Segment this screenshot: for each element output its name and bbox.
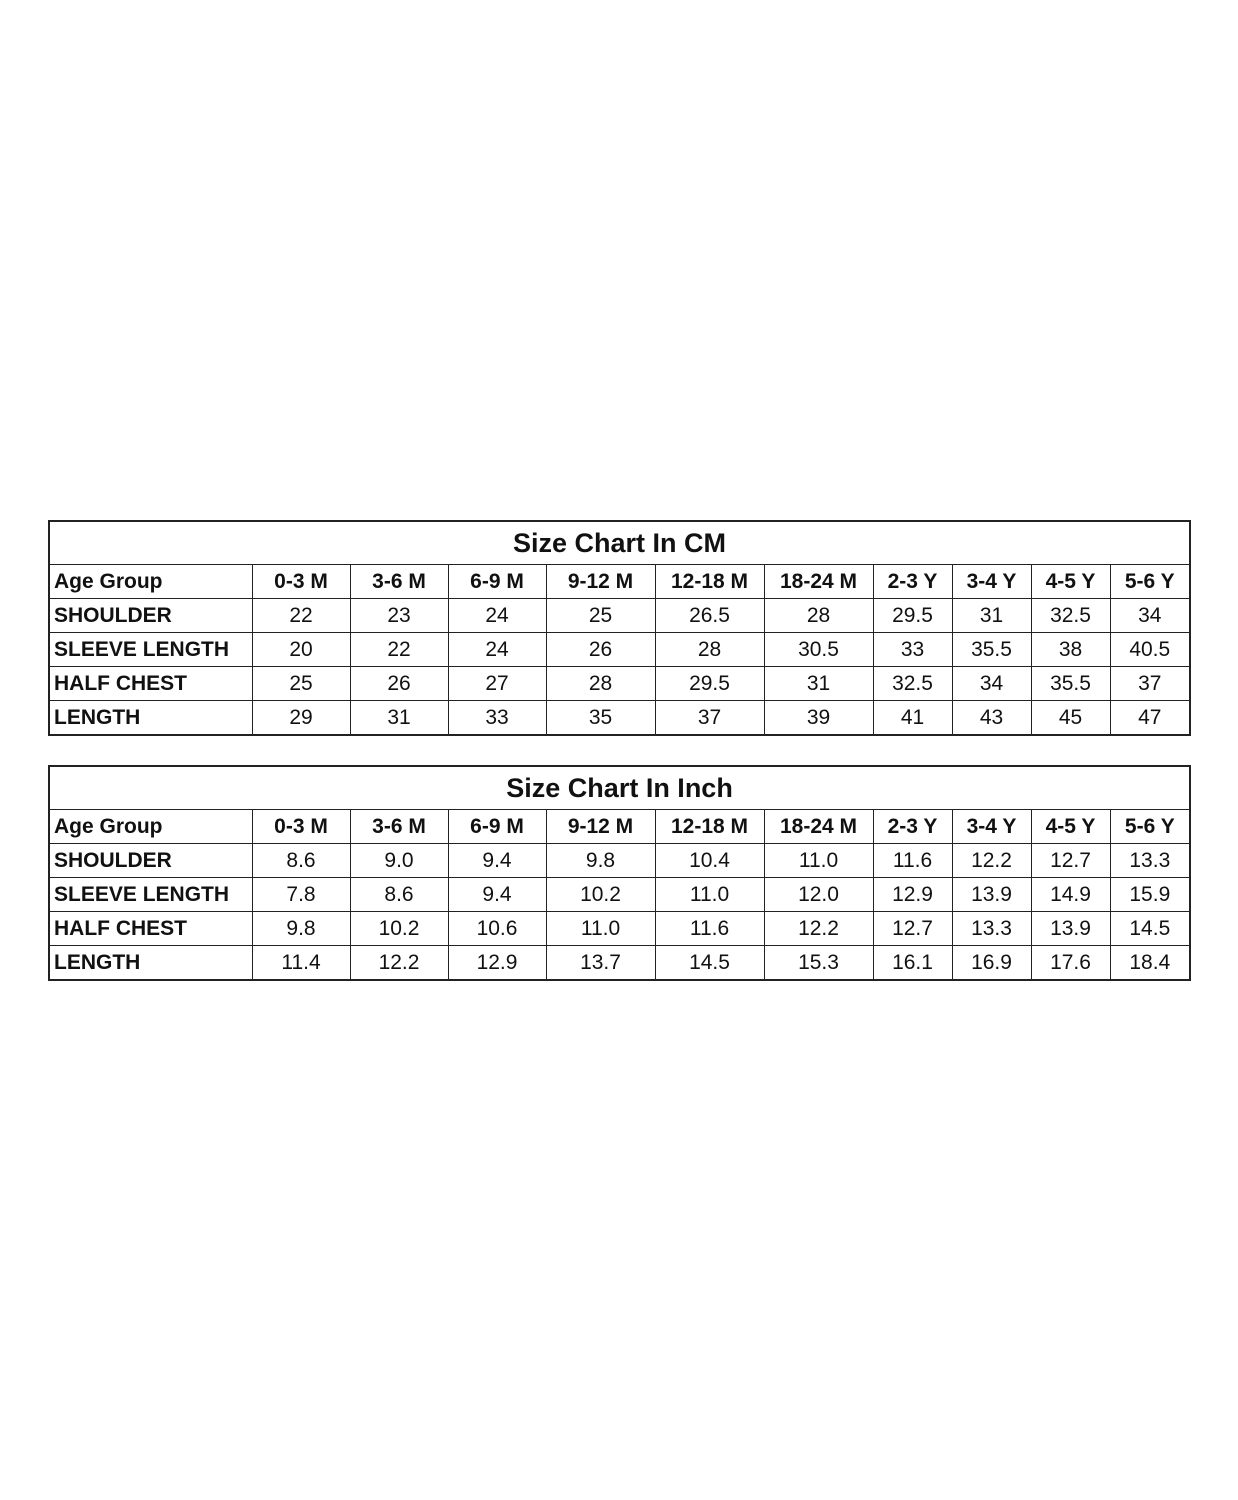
table-cell: 26 (546, 633, 655, 667)
table-title: Size Chart In Inch (49, 766, 1190, 810)
table-cell: 10.2 (350, 912, 448, 946)
table-cell: 45 (1031, 701, 1110, 736)
table-cell: 15.3 (764, 946, 873, 981)
table-cell: 39 (764, 701, 873, 736)
column-header: 4-5 Y (1031, 810, 1110, 844)
table-cell: 26.5 (655, 599, 764, 633)
table-cell: 47 (1110, 701, 1190, 736)
row-header-label: Age Group (49, 810, 252, 844)
table-cell: 22 (252, 599, 350, 633)
table-cell: 29 (252, 701, 350, 736)
table-cell: 10.6 (448, 912, 546, 946)
table-cell: 12.9 (448, 946, 546, 981)
table-cell: 41 (873, 701, 952, 736)
column-header: 3-6 M (350, 565, 448, 599)
table-cell: 16.1 (873, 946, 952, 981)
table-cell: 9.8 (546, 844, 655, 878)
table-cell: 32.5 (873, 667, 952, 701)
table-header-row (49, 810, 1190, 844)
table-cell: 17.6 (1031, 946, 1110, 981)
table-row (49, 701, 1190, 736)
table-cell: 12.9 (873, 878, 952, 912)
table-cell: 18.4 (1110, 946, 1190, 981)
table-cell: 31 (350, 701, 448, 736)
column-header: 5-6 Y (1110, 810, 1190, 844)
column-header: 5-6 Y (1110, 565, 1190, 599)
table-cell: 24 (448, 633, 546, 667)
table-cell: 26 (350, 667, 448, 701)
table-cell: 11.4 (252, 946, 350, 981)
table-cell: 25 (252, 667, 350, 701)
table-row (49, 633, 1190, 667)
table-row (49, 599, 1190, 633)
table-cell: 9.0 (350, 844, 448, 878)
table-cell: 14.5 (1110, 912, 1190, 946)
table-header-row (49, 565, 1190, 599)
row-label: SHOULDER (49, 599, 252, 633)
table-cell: 8.6 (252, 844, 350, 878)
row-label: LENGTH (49, 946, 252, 981)
table-cell: 33 (873, 633, 952, 667)
table-cell: 31 (764, 667, 873, 701)
column-header: 2-3 Y (873, 565, 952, 599)
table-cell: 13.9 (1031, 912, 1110, 946)
table-row (49, 667, 1190, 701)
table-cell: 15.9 (1110, 878, 1190, 912)
table-cell: 22 (350, 633, 448, 667)
table-cell: 14.5 (655, 946, 764, 981)
table-cell: 12.0 (764, 878, 873, 912)
column-header: 18-24 M (764, 565, 873, 599)
table-cell: 24 (448, 599, 546, 633)
column-header: 9-12 M (546, 565, 655, 599)
table-cell: 13.3 (952, 912, 1031, 946)
table-cell: 11.0 (764, 844, 873, 878)
table-cell: 33 (448, 701, 546, 736)
table-cell: 31 (952, 599, 1031, 633)
table-cell: 11.0 (546, 912, 655, 946)
column-header: 12-18 M (655, 810, 764, 844)
table-cell: 10.4 (655, 844, 764, 878)
table-cell: 20 (252, 633, 350, 667)
table-cell: 11.6 (873, 844, 952, 878)
column-header: 6-9 M (448, 810, 546, 844)
table-cell: 7.8 (252, 878, 350, 912)
table-cell: 34 (952, 667, 1031, 701)
table-row (49, 946, 1190, 981)
table-cell: 13.3 (1110, 844, 1190, 878)
column-header: 6-9 M (448, 565, 546, 599)
column-header: 3-4 Y (952, 810, 1031, 844)
table-cell: 37 (655, 701, 764, 736)
table-cell: 12.7 (1031, 844, 1110, 878)
table-cell: 29.5 (873, 599, 952, 633)
table-cell: 9.8 (252, 912, 350, 946)
table-cell: 9.4 (448, 844, 546, 878)
column-header: 0-3 M (252, 810, 350, 844)
table-cell: 40.5 (1110, 633, 1190, 667)
table-cell: 10.2 (546, 878, 655, 912)
table-cell: 12.7 (873, 912, 952, 946)
table-row (49, 878, 1190, 912)
table-cell: 34 (1110, 599, 1190, 633)
size-chart-inch-table (48, 765, 1191, 981)
table-row (49, 844, 1190, 878)
table-cell: 11.6 (655, 912, 764, 946)
table-cell: 32.5 (1031, 599, 1110, 633)
column-header: 0-3 M (252, 565, 350, 599)
table-cell: 12.2 (764, 912, 873, 946)
table-cell: 8.6 (350, 878, 448, 912)
table-cell: 28 (764, 599, 873, 633)
row-label: HALF CHEST (49, 667, 252, 701)
table-cell: 38 (1031, 633, 1110, 667)
table-cell: 11.0 (655, 878, 764, 912)
column-header: 3-6 M (350, 810, 448, 844)
table-cell: 25 (546, 599, 655, 633)
table-cell: 35.5 (952, 633, 1031, 667)
table-title: Size Chart In CM (49, 521, 1190, 565)
table-cell: 30.5 (764, 633, 873, 667)
table-cell: 43 (952, 701, 1031, 736)
table-cell: 12.2 (350, 946, 448, 981)
column-header: 9-12 M (546, 810, 655, 844)
table-cell: 27 (448, 667, 546, 701)
row-header-label: Age Group (49, 565, 252, 599)
row-label: LENGTH (49, 701, 252, 736)
table-cell: 37 (1110, 667, 1190, 701)
table-cell: 29.5 (655, 667, 764, 701)
table-cell: 35 (546, 701, 655, 736)
column-header: 2-3 Y (873, 810, 952, 844)
table-cell: 16.9 (952, 946, 1031, 981)
table-cell: 13.9 (952, 878, 1031, 912)
table-row (49, 912, 1190, 946)
table-cell: 28 (655, 633, 764, 667)
table-cell: 13.7 (546, 946, 655, 981)
column-header: 3-4 Y (952, 565, 1031, 599)
column-header: 4-5 Y (1031, 565, 1110, 599)
row-label: SHOULDER (49, 844, 252, 878)
table-cell: 12.2 (952, 844, 1031, 878)
table-cell: 9.4 (448, 878, 546, 912)
row-label: HALF CHEST (49, 912, 252, 946)
row-label: SLEEVE LENGTH (49, 633, 252, 667)
column-header: 12-18 M (655, 565, 764, 599)
column-header: 18-24 M (764, 810, 873, 844)
size-chart-cm-table (48, 520, 1191, 736)
table-cell: 35.5 (1031, 667, 1110, 701)
table-cell: 23 (350, 599, 448, 633)
row-label: SLEEVE LENGTH (49, 878, 252, 912)
table-cell: 14.9 (1031, 878, 1110, 912)
table-cell: 28 (546, 667, 655, 701)
